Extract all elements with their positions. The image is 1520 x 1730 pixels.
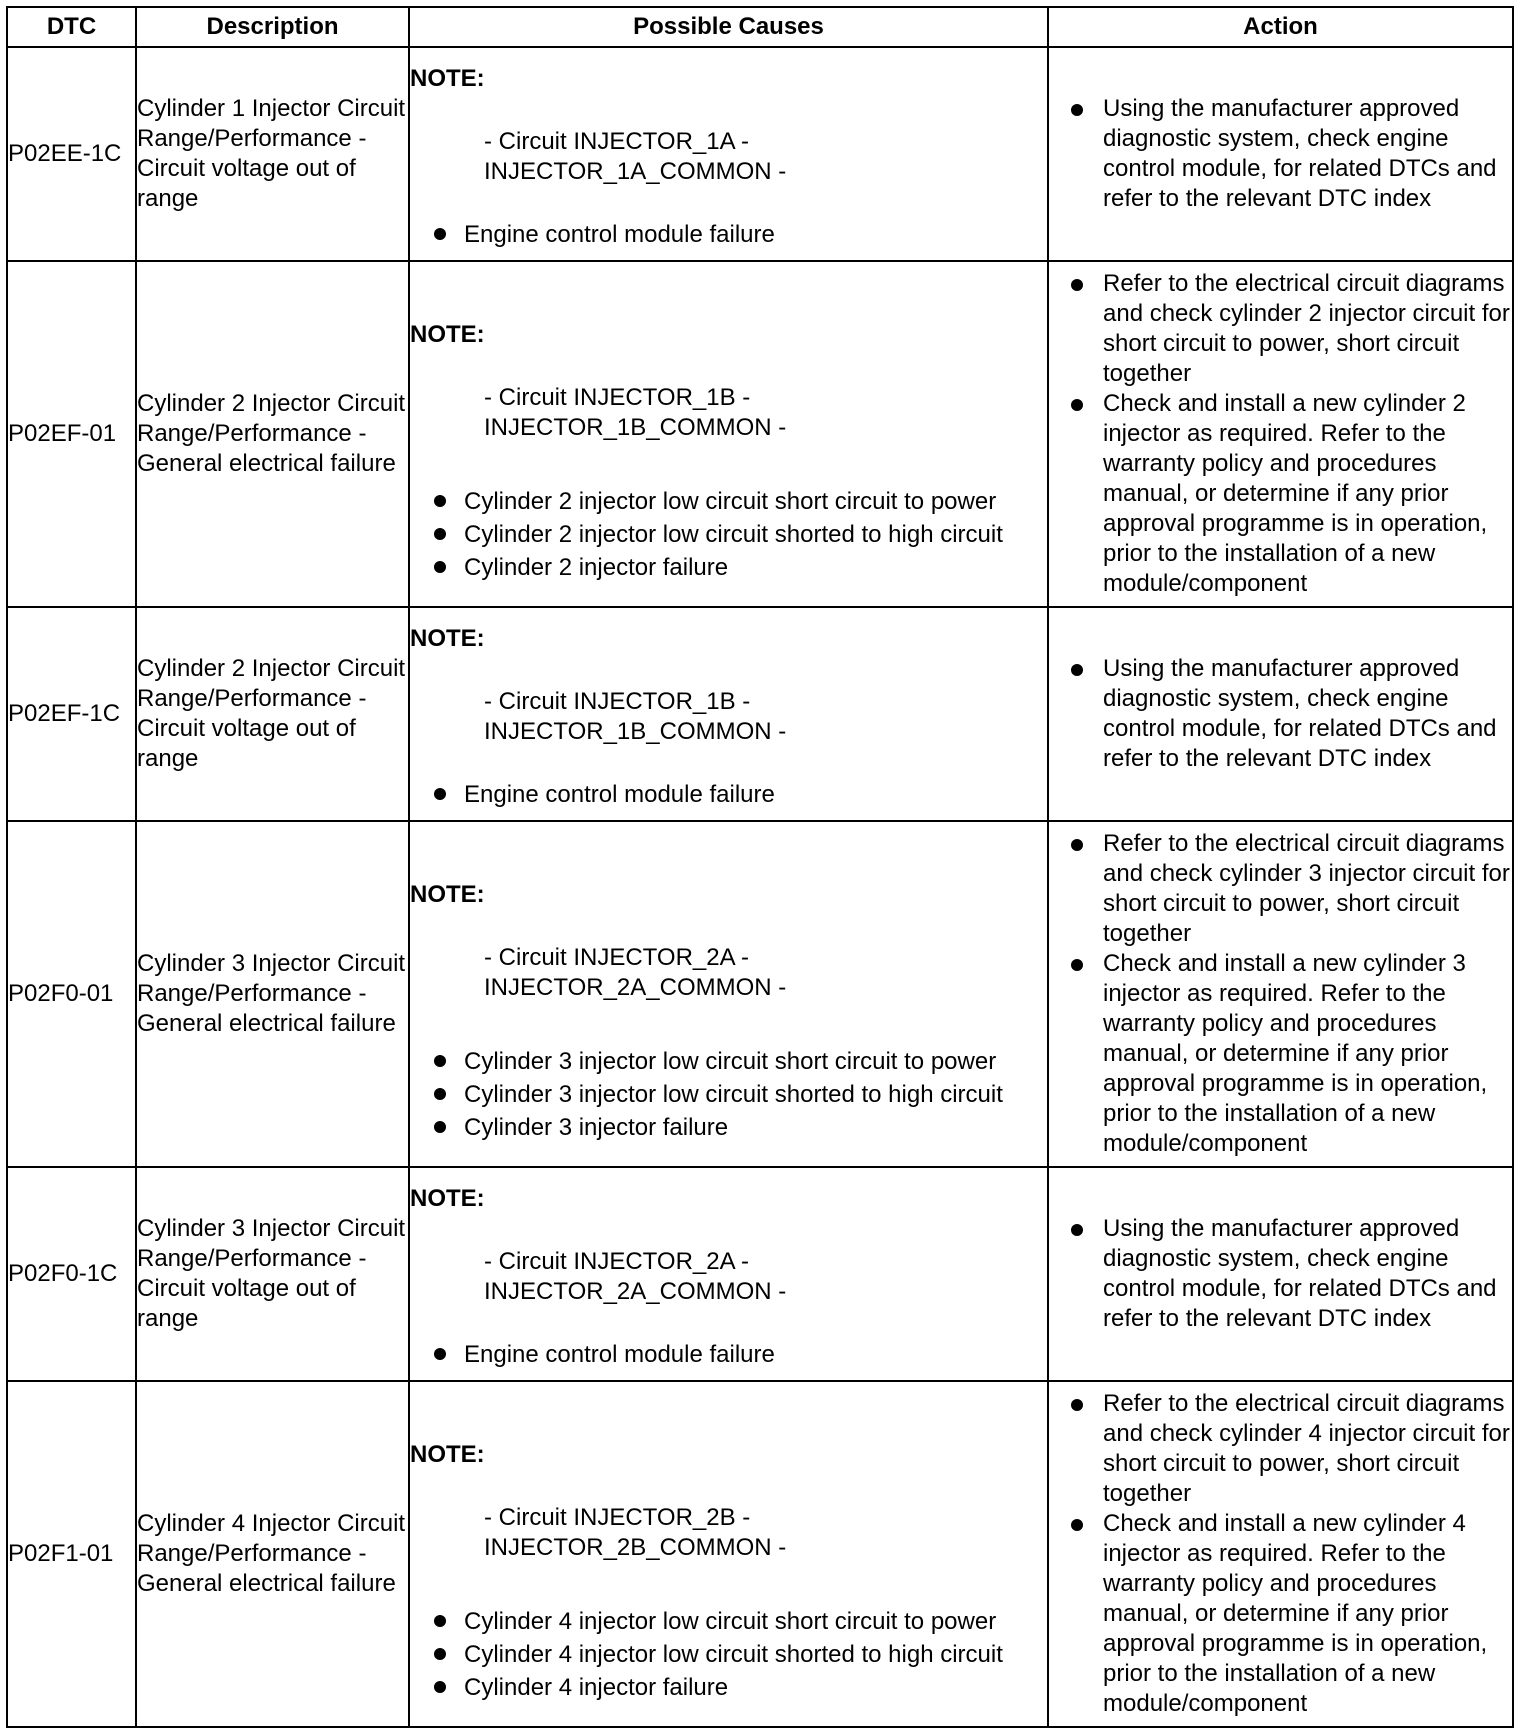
action-item <box>1049 949 1512 1159</box>
circuit-line-2: INJECTOR_2A_COMMON - <box>484 1277 787 1305</box>
cause-list <box>410 218 1047 251</box>
bullet-icon <box>434 1121 446 1133</box>
dtc-table <box>6 6 1514 1728</box>
header-dtc: DTC <box>7 7 136 47</box>
possible-causes-cell <box>409 261 1048 607</box>
table-row <box>7 821 1513 1167</box>
bullet-icon <box>1071 104 1083 116</box>
dtc-code: P02EE-1C <box>7 47 136 261</box>
cause-text: Cylinder 3 injector low circuit short circuit to power <box>464 1048 997 1075</box>
dtc-description: Cylinder 4 Injector Circuit Range/Performance - General electrical failure <box>136 1381 409 1727</box>
dtc-code: P02F0-01 <box>7 821 136 1167</box>
cause-text: Cylinder 2 injector low circuit shorted to high circuit <box>464 521 1003 548</box>
dtc-code: P02F1-01 <box>7 1381 136 1727</box>
bullet-icon <box>1071 279 1083 291</box>
cause-item <box>410 485 1047 518</box>
cause-text: Engine control module failure <box>464 780 775 808</box>
cause-list <box>410 1045 1047 1144</box>
note-label: NOTE: <box>410 1441 485 1468</box>
bullet-icon <box>434 1055 446 1067</box>
dtc-description: Cylinder 2 Injector Circuit Range/Performance - Circuit voltage out of range <box>136 607 409 821</box>
note-label: NOTE: <box>410 1184 485 1212</box>
circuit-line-1: - Circuit INJECTOR_1A - <box>484 127 749 155</box>
circuit-line-1: - Circuit INJECTOR_1B - <box>484 687 751 715</box>
bullet-icon <box>434 1648 446 1660</box>
action-list <box>1049 829 1512 1159</box>
dtc-description: Cylinder 2 Injector Circuit Range/Performance - General electrical failure <box>136 261 409 607</box>
circuit-reference <box>484 1247 1047 1307</box>
header-action: Action <box>1048 7 1513 47</box>
action-item <box>1049 389 1512 599</box>
table-row <box>7 1381 1513 1727</box>
action-cell <box>1048 1167 1513 1381</box>
circuit-reference <box>484 383 1047 443</box>
table-row <box>7 47 1513 261</box>
action-cell <box>1048 261 1513 607</box>
dtc-code: P02EF-01 <box>7 261 136 607</box>
circuit-line-2: INJECTOR_2A_COMMON - <box>484 974 787 1001</box>
action-item <box>1049 1214 1512 1334</box>
dtc-description: Cylinder 3 Injector Circuit Range/Performance - Circuit voltage out of range <box>136 1167 409 1381</box>
cause-item <box>410 1078 1047 1111</box>
action-item <box>1049 654 1512 774</box>
circuit-line-1: - Circuit INJECTOR_1B - <box>484 384 751 411</box>
bullet-icon <box>434 1681 446 1693</box>
action-cell <box>1048 1381 1513 1727</box>
bullet-icon <box>434 1348 446 1360</box>
cause-list <box>410 1605 1047 1704</box>
cause-text: Cylinder 3 injector low circuit shorted to high circuit <box>464 1081 1003 1108</box>
action-text: Using the manufacturer approved diagnostic system, check engine control module, for related DTCs and refer to the relevant DTC index <box>1103 655 1497 772</box>
action-list <box>1049 654 1512 774</box>
header-description: Description <box>136 7 409 47</box>
action-text: Refer to the electrical circuit diagrams and check cylinder 3 injector circuit for short circuit to power, short circuit together <box>1103 830 1510 947</box>
possible-causes-cell <box>409 607 1048 821</box>
cause-text: Engine control module failure <box>464 220 775 248</box>
circuit-line-2: INJECTOR_1B_COMMON - <box>484 717 787 745</box>
action-text: Check and install a new cylinder 4 injector as required. Refer to the warranty policy and procedures manual, or determine if any prior approval programme is in operation, prior to the installation of a new module/component <box>1103 1510 1488 1717</box>
action-list <box>1049 1214 1512 1334</box>
cause-text: Cylinder 2 injector low circuit short circuit to power <box>464 488 997 515</box>
dtc-code: P02F0-1C <box>7 1167 136 1381</box>
dtc-code: P02EF-1C <box>7 607 136 821</box>
possible-causes-cell <box>409 1381 1048 1727</box>
bullet-icon <box>434 528 446 540</box>
bullet-icon <box>434 1615 446 1627</box>
header-row <box>7 7 1513 47</box>
cause-list <box>410 778 1047 811</box>
action-item <box>1049 1509 1512 1719</box>
bullet-icon <box>1071 399 1083 411</box>
possible-causes-cell <box>409 1167 1048 1381</box>
cause-item <box>410 1671 1047 1704</box>
bullet-icon <box>1071 1519 1083 1531</box>
action-item <box>1049 1389 1512 1509</box>
action-item <box>1049 269 1512 389</box>
dtc-description: Cylinder 1 Injector Circuit Range/Performance - Circuit voltage out of range <box>136 47 409 261</box>
cause-item <box>410 218 1047 251</box>
cause-item <box>410 1338 1047 1371</box>
action-cell <box>1048 821 1513 1167</box>
circuit-reference <box>484 127 1047 187</box>
action-cell <box>1048 607 1513 821</box>
cause-item <box>410 778 1047 811</box>
action-text: Using the manufacturer approved diagnostic system, check engine control module, for related DTCs and refer to the relevant DTC index <box>1103 1215 1497 1332</box>
action-text: Refer to the electrical circuit diagrams and check cylinder 4 injector circuit for short circuit to power, short circuit together <box>1103 1390 1510 1507</box>
possible-causes-cell <box>409 47 1048 261</box>
note-label: NOTE: <box>410 624 485 652</box>
table-row <box>7 607 1513 821</box>
bullet-icon <box>1071 664 1083 676</box>
circuit-line-2: INJECTOR_1A_COMMON - <box>484 157 787 185</box>
dtc-description: Cylinder 3 Injector Circuit Range/Performance - General electrical failure <box>136 821 409 1167</box>
action-list <box>1049 94 1512 214</box>
cause-text: Cylinder 3 injector failure <box>464 1114 729 1141</box>
possible-causes-cell <box>409 821 1048 1167</box>
cause-item <box>410 518 1047 551</box>
action-cell <box>1048 47 1513 261</box>
note-label: NOTE: <box>410 64 485 92</box>
circuit-reference <box>484 943 1047 1003</box>
bullet-icon <box>434 228 446 240</box>
cause-text: Engine control module failure <box>464 1340 775 1368</box>
bullet-icon <box>1071 1399 1083 1411</box>
table-row <box>7 1167 1513 1381</box>
cause-text: Cylinder 4 injector failure <box>464 1674 729 1701</box>
action-text: Using the manufacturer approved diagnostic system, check engine control module, for related DTCs and refer to the relevant DTC index <box>1103 95 1497 212</box>
cause-list <box>410 485 1047 584</box>
circuit-line-1: - Circuit INJECTOR_2A - <box>484 944 749 971</box>
cause-item <box>410 1605 1047 1638</box>
bullet-icon <box>434 1088 446 1100</box>
circuit-reference <box>484 1503 1047 1563</box>
action-text: Check and install a new cylinder 3 injector as required. Refer to the warranty policy and procedures manual, or determine if any prior approval programme is in operation, prior to the installation of a new module/component <box>1103 950 1488 1157</box>
note-label: NOTE: <box>410 881 485 908</box>
cause-list <box>410 1338 1047 1371</box>
cause-item <box>410 551 1047 584</box>
bullet-icon <box>1071 839 1083 851</box>
action-item <box>1049 94 1512 214</box>
bullet-icon <box>1071 959 1083 971</box>
cause-text: Cylinder 4 injector low circuit short circuit to power <box>464 1608 997 1635</box>
table-row <box>7 261 1513 607</box>
circuit-line-1: - Circuit INJECTOR_2A - <box>484 1247 749 1275</box>
circuit-line-2: INJECTOR_2B_COMMON - <box>484 1534 787 1561</box>
action-text: Check and install a new cylinder 2 injector as required. Refer to the warranty policy and procedures manual, or determine if any prior approval programme is in operation, prior to the installation of a new module/component <box>1103 390 1488 597</box>
bullet-icon <box>434 788 446 800</box>
cause-text: Cylinder 2 injector failure <box>464 554 729 581</box>
action-list <box>1049 269 1512 599</box>
cause-item <box>410 1638 1047 1671</box>
header-possible-causes: Possible Causes <box>409 7 1048 47</box>
cause-text: Cylinder 4 injector low circuit shorted to high circuit <box>464 1641 1003 1668</box>
action-text: Refer to the electrical circuit diagrams and check cylinder 2 injector circuit for short circuit to power, short circuit together <box>1103 270 1510 387</box>
circuit-line-1: - Circuit INJECTOR_2B - <box>484 1504 751 1531</box>
bullet-icon <box>434 561 446 573</box>
bullet-icon <box>434 495 446 507</box>
cause-item <box>410 1111 1047 1144</box>
circuit-line-2: INJECTOR_1B_COMMON - <box>484 414 787 441</box>
cause-item <box>410 1045 1047 1078</box>
bullet-icon <box>1071 1224 1083 1236</box>
action-item <box>1049 829 1512 949</box>
circuit-reference <box>484 687 1047 747</box>
action-list <box>1049 1389 1512 1719</box>
note-label: NOTE: <box>410 321 485 348</box>
